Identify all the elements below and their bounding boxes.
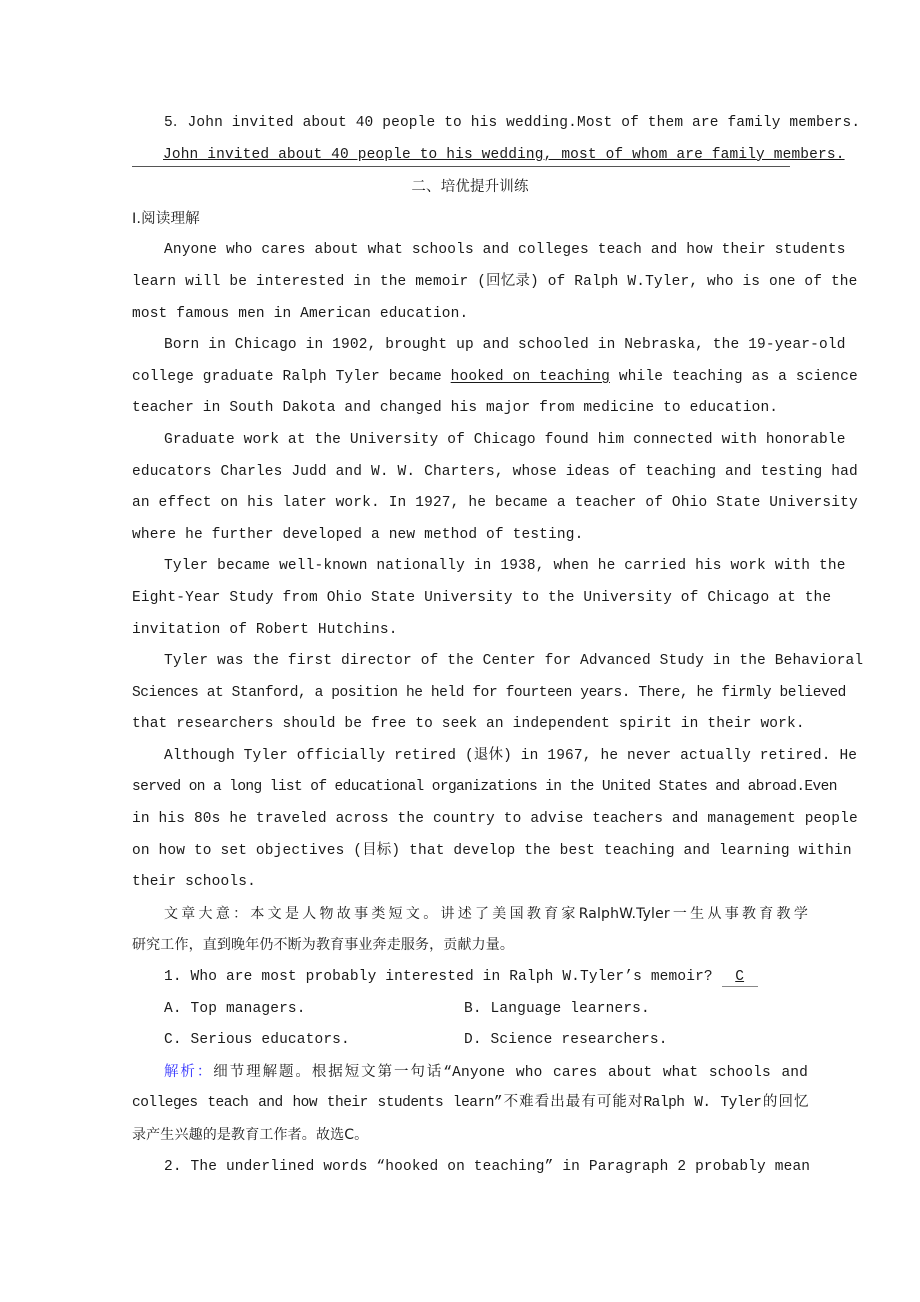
passage-line: where he further developed a new method of testing. bbox=[132, 526, 584, 543]
passage-line: learn will be interested in the memoir (回忆录) of Ralph W.Tyler, who is one of the bbox=[132, 273, 858, 290]
passage-line: Born in Chicago in 1902, brought up and schooled in Nebraska, the 19-year-old bbox=[164, 337, 846, 354]
analysis-text: 细节理解题。根据短文第一句话“Anyone who cares about what schools and bbox=[213, 1064, 809, 1081]
passage-line: Graduate work at the University of Chicago found him connected with honorable bbox=[164, 431, 846, 448]
passage-line: Although Tyler officially retired (退休) in 1967, he never actually retired. He bbox=[164, 747, 858, 764]
passage-line: most famous men in American education. bbox=[132, 305, 469, 322]
passage-line: in his 80s he traveled across the country to advise teachers and management people bbox=[132, 811, 858, 828]
passage-line: an effect on his later work. In 1927, he became a teacher of Ohio State University bbox=[132, 495, 858, 512]
passage-line: teacher in South Dakota and changed his major from medicine to education. bbox=[132, 400, 779, 417]
analysis-line: 录产生兴趣的是教育工作者。故选C。 bbox=[132, 1127, 369, 1143]
question-2-stem: 2. The underlined words “hooked on teaching” in Paragraph 2 probably mean bbox=[164, 1158, 811, 1175]
passage-text: college graduate Ralph Tyler became bbox=[132, 368, 451, 385]
summary-line: 文章大意：本文是人物故事类短文。讲述了美国教育家RalphW.Tyler一生从事教育教学 bbox=[164, 905, 808, 922]
option-b: B. Language learners. bbox=[464, 1000, 650, 1017]
passage-line: on how to set objectives (目标) that develop the best teaching and learning within bbox=[132, 842, 852, 859]
answer-blank bbox=[722, 968, 758, 987]
analysis-label: 解析： bbox=[164, 1063, 214, 1080]
passage-line: invitation of Robert Hutchins. bbox=[132, 621, 398, 638]
summary-line: 研究工作，直到晚年仍不断为教育事业奔走服务，贡献力量。 bbox=[132, 937, 515, 954]
passage-line: their schools. bbox=[132, 874, 256, 891]
document-page bbox=[132, 108, 864, 1183]
options-row bbox=[132, 1025, 808, 1057]
exercise-5-answer bbox=[132, 140, 845, 167]
passage-line: educators Charles Judd and W. W. Charters, whose ideas of teaching and testing had bbox=[132, 463, 858, 480]
underlined-phrase: hooked on teaching bbox=[450, 368, 610, 385]
analysis-line: colleges teach and how their students learn”不难看出最有可能对Ralph W. Tyler的回忆 bbox=[132, 1095, 808, 1112]
option-c: C. Serious educators. bbox=[164, 1032, 350, 1049]
options-row bbox=[132, 994, 808, 1026]
exercise-number: 5． bbox=[164, 115, 188, 131]
analysis-line bbox=[132, 1057, 808, 1089]
question-stem-text: 1. Who are most probably interested in Ralph W.Tyler’s memoir? bbox=[164, 969, 713, 986]
passage-line: Tyler was the first director of the Center for Advanced Study in the Behavioral bbox=[164, 653, 864, 670]
passage-line: Eight-Year Study from Ohio State University to the University of Chicago at the bbox=[132, 589, 832, 606]
subsection-title: Ⅰ.阅读理解 bbox=[132, 210, 200, 227]
passage-line: Tyler became well-known nationally in 1938, when he carried his work with the bbox=[164, 558, 846, 575]
option-a: A. Top managers. bbox=[164, 1000, 306, 1017]
question-1-stem bbox=[132, 962, 808, 994]
passage-line: that researchers should be free to seek an independent spirit in their work. bbox=[132, 716, 805, 733]
exercise-question-text: John invited about 40 people to his wedding.Most of them are family members. bbox=[187, 115, 861, 131]
section-title: 二、培优提升训练 bbox=[411, 179, 529, 196]
exercise-answer-text: John invited about 40 people to his wedding, most of whom are family members. bbox=[163, 146, 845, 163]
passage-line: Anyone who cares about what schools and colleges teach and how their students bbox=[164, 242, 846, 259]
answer-letter: C bbox=[735, 969, 745, 986]
passage-line bbox=[132, 362, 858, 394]
passage-text: while teaching as a science bbox=[609, 368, 858, 385]
passage-line: Sciences at Stanford, a position he held for fourteen years. There, he firmly believed bbox=[132, 684, 846, 701]
exercise-5-question bbox=[132, 108, 861, 140]
option-d: D. Science researchers. bbox=[464, 1032, 668, 1049]
passage-line: served on a long list of educational organizations in the United States and abroad.Even bbox=[132, 779, 837, 796]
